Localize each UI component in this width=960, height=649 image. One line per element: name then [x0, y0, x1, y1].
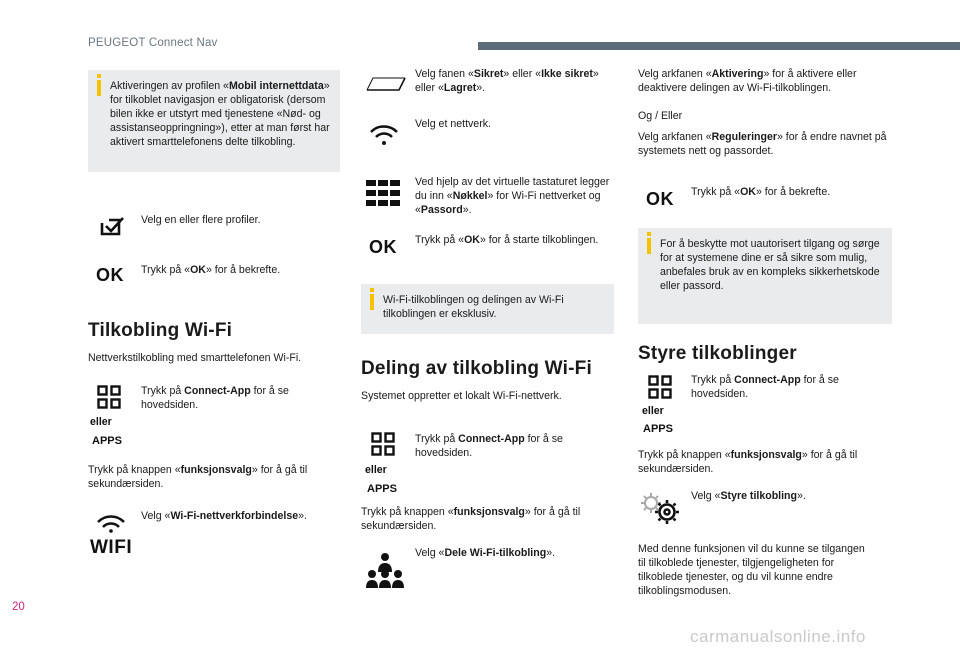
info-icon: [370, 294, 374, 310]
step-ok-confirm: Trykk på «OK» for å bekrefte.: [141, 264, 281, 276]
wifi-network-icon: [369, 124, 399, 146]
info-icon: [97, 80, 101, 96]
eller-label: eller: [90, 416, 112, 428]
step-select-wifi: Velg «Wi-Fi-nettverkforbindelse».: [141, 510, 307, 522]
apps-icon: APPS: [643, 423, 673, 435]
ok-icon: OK: [369, 237, 397, 257]
watermark: carmanualsonline.info: [690, 627, 866, 646]
info-box-mobile-data: [88, 70, 340, 172]
intro-sharing: Systemet oppretter et lokalt Wi-Fi-nettverk.: [361, 390, 562, 402]
step-connect-app: Trykk på Connect-App for å se hovedsiden.: [141, 385, 289, 411]
info-text: For å beskytte mot uautorisert tilgang og sørge for at systemene dine er så sikre som mulig, anbefales bruk av en kompleks sikkerhetskode eller passord.: [660, 238, 880, 292]
tab-folder-icon: [366, 76, 406, 92]
heading-manage-connections: Styre tilkoblinger: [638, 343, 797, 364]
step-select-tab: Velg fanen «Sikret» eller «Ikke sikret» eller «Lagret».: [415, 68, 599, 94]
heading-wifi-connection: Tilkobling Wi-Fi: [88, 320, 233, 341]
apps-icon: APPS: [367, 483, 397, 495]
og-eller-label: Og / Eller: [638, 110, 683, 122]
wifi-icon: [96, 515, 126, 533]
step-function-button: Trykk på knappen «funksjonsvalg» for å gå til sekundærsiden.: [88, 464, 308, 490]
info-text: Aktiveringen av profilen «Mobil internettdata» for tilkoblet navigasjon er obligatorisk (dersom bilen ikke er utstyrt med tjenestene «Nød- og assistanseoppringning»), etter at man først har aktivert smarttelefonens delte tilkobling.: [110, 80, 330, 148]
header-bar: [478, 42, 960, 50]
connect-app-grid-icon: [97, 385, 121, 409]
keyboard-icon: [366, 180, 404, 208]
running-header: PEUGEOT Connect Nav: [88, 37, 218, 49]
step-activation-tab: Velg arkfanen «Aktivering» for å aktivere eller deaktivere delingen av Wi-Fi-tilkoblingen.: [638, 68, 857, 94]
info-text: Wi-Fi-tilkoblingen og delingen av Wi-Fi tilkoblingen er eksklusiv.: [383, 294, 564, 320]
outro-manage: Med denne funksjonen vil du kunne se tilgangen til tilkoblede tjenester, tilgjengeligheten for tilkoblede tjenester, og du vil kunne endre tilkoblingsmodusen.: [638, 543, 865, 597]
step-ok-start: Trykk på «OK» for å starte tilkoblingen.: [415, 234, 599, 246]
wifi-label-icon: WIFI: [90, 537, 133, 558]
step-ok-confirm: Trykk på «OK» for å bekrefte.: [691, 186, 831, 198]
step-keyboard-entry: Ved hjelp av det virtuelle tastaturet legger du inn «Nøkkel» for Wi-Fi nettverket og «Passord».: [415, 176, 610, 216]
info-box-security: [638, 228, 892, 324]
step-function-button: Trykk på knappen «funksjonsvalg» for å gå til sekundærsiden.: [638, 449, 858, 475]
eller-label: eller: [642, 405, 664, 417]
step-share-wifi: Velg «Dele Wi-Fi-tilkobling».: [415, 547, 556, 559]
page-number: 20: [12, 601, 25, 613]
heading-wifi-sharing: Deling av tilkobling Wi-Fi: [361, 358, 592, 379]
step-settings-tab: Velg arkfanen «Reguleringer» for å endre navnet på systemets nett og passordet.: [638, 131, 887, 157]
eller-label: eller: [365, 464, 387, 476]
info-box-exclusive: [361, 284, 614, 334]
connect-app-grid-icon: [648, 375, 672, 399]
share-users-icon: [366, 552, 404, 588]
step-function-button: Trykk på knappen «funksjonsvalg» for å gå til sekundærsiden.: [361, 506, 581, 532]
intro-wifi: Nettverkstilkobling med smarttelefonen Wi-Fi.: [88, 352, 302, 364]
checkbox-profile-icon: [100, 217, 126, 237]
apps-icon: APPS: [92, 435, 122, 447]
ok-icon: OK: [646, 189, 674, 209]
connect-app-grid-icon: [371, 432, 395, 456]
step-connect-app: Trykk på Connect-App for å se hovedsiden.: [415, 433, 563, 459]
step-select-network: Velg et nettverk.: [415, 118, 491, 130]
settings-gears-icon: [640, 492, 682, 526]
ok-icon: OK: [96, 265, 124, 285]
step-select-profiles: Velg en eller flere profiler.: [141, 214, 261, 226]
step-connect-app: Trykk på Connect-App for å se hovedsiden.: [691, 374, 839, 400]
step-manage-connection: Velg «Styre tilkobling».: [691, 490, 806, 502]
info-icon: [647, 238, 651, 254]
